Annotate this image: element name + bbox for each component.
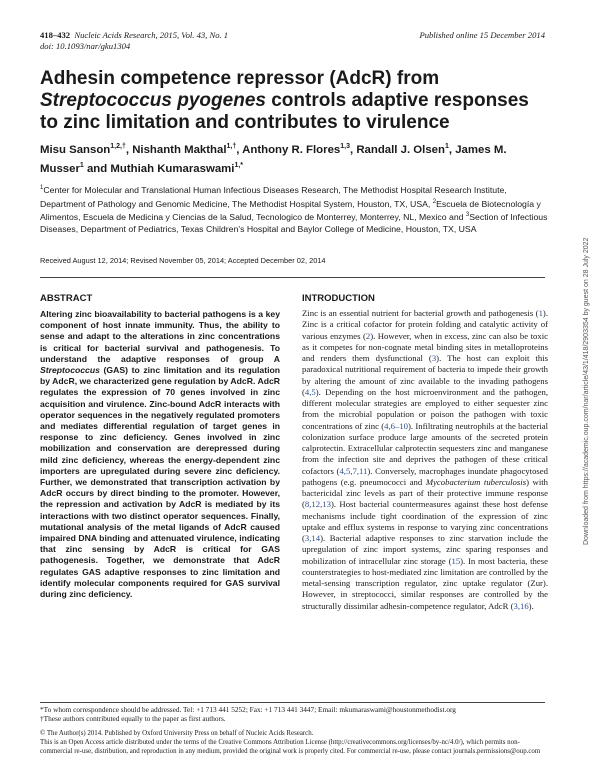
author: Misu Sanson$^{1,2,\dagger}$ xyxy=(40,143,126,156)
header-left xyxy=(40,30,228,52)
divider-top xyxy=(40,277,545,278)
footnote-equal: †These authors contributed equally to the paper as first authors. xyxy=(40,714,226,724)
copyright: © The Author(s) 2014. Published by Oxford University Press on behalf of Nucleic Acids Research. xyxy=(40,730,314,737)
author: James M. Musser$^1$ xyxy=(40,143,507,175)
citation-link[interactable]: 1 xyxy=(538,308,543,318)
citation-link[interactable]: 8,12,13 xyxy=(304,499,331,510)
introduction-text: Zinc is an essential nutrient for bacterial growth and pathogenesis (1). Zinc is a critical cofactor for protein folding and catalytic activity of various enzymes (2). However, when in excess, zinc can also be toxic as it competes for non-cognate metal binding sites in metalloproteins and renders them dysfunctional (3). The host can exploit this paradoxical nutritional requirement of bacteria to impede their growth by altering the amount of zinc available to the invading pathogens (4,5). Depending on the host microenvironment and the pathogen, different molecular strategies are employed to either sequester zinc from the microbial population or poison the pathogen with toxic concentrations of zinc (4,6–10). Infiltrating neutrophils at the bacterial colonization surface produce large amounts of the secreted protein calprotectin. Extracellular calprotectin sequesters zinc and manganese from the infection site and deprives the pathogen of these critical cofactors (4,5,7,11). Conversely, macrophages inundate phagocytosed pathogens (e.g. pneumococci and Mycobacterium tuberculosis) with bactericidal zinc levels as part of their protective immune response (8,12,13). Host bacterial countermeasures against these host defense mechanisms include tight coordination of the expression of zinc uptake and efflux systems in response to varying zinc concentrations (3,14). Bacterial adaptive responses to zinc starvation include the upregulation of zinc import systems, zinc sparing responses and mobilization of intracellular zinc storage (15). In most bacteria, these counterstrategies to host-mediated zinc limitation are controlled by the metal-sensing transcription regulator, zinc uptake regulator (Zur). However, in streptococci, similar responses are controlled by the structurally dissimilar adhesin-competence regulator, AdcR (3,16). xyxy=(302,308,548,611)
received-dates: Received August 12, 2014; Revised November 05, 2014; Accepted December 02, 2014 xyxy=(40,256,326,265)
license xyxy=(40,730,548,757)
title-part-2: controls adaptive responses to zinc limitation and contributes to virulence xyxy=(40,90,529,133)
affiliations: $^1$Center for Molecular and Translational Human Infectious Diseases Research, The Methodist Hospital Research Institute, Department of Pathology and Genomic Medicine, The Methodist Hospital System, Houston, TX, USA, $^2$Escuela de Biotecnología y Alimentos, Escuela de Medicina y Ciencias de la Salud, Tecnologico de Monterrey, Monterrey, NL, Mexico and $^3$Section of Infectious Diseases, Department of Pediatrics, Texas Children’s Hospital and Baylor College of Medicine, Houston, TX, USA xyxy=(40,184,548,234)
author-list: Misu Sanson$^{1,2,\dagger}$, Nishanth Makthal$^{1,\dagger}$, Anthony R. Flores$^{1,3}$, Randall J. Olsen$^1$, James M. Musser$^1$ and Muthiah Kumaraswami$^{1,*}$ xyxy=(40,143,507,175)
citation-link[interactable]: 3 xyxy=(431,353,437,363)
author: Nishanth Makthal$^{1,\dagger}$ xyxy=(132,143,237,156)
affiliation-2: Escuela de Biotecnología y Alimentos, Escuela de Medicina y Ciencias de la Salud, Tecnologico de Monterrey, Monterrey, NL, Mexico and xyxy=(40,198,541,223)
journal-citation: Nucleic Acids Research, 2015, Vol. 43, No. 1 xyxy=(74,30,229,40)
footnotes xyxy=(40,705,548,723)
introduction-heading: INTRODUCTION xyxy=(302,293,375,304)
citation-link[interactable]: 15 xyxy=(451,555,461,566)
citation-link[interactable]: 4,5 xyxy=(304,386,316,397)
divider-footnotes xyxy=(40,702,545,703)
citation-link[interactable]: 4,5,7,11 xyxy=(339,465,368,476)
doi[interactable]: doi: 10.1093/nar/gku1304 xyxy=(40,41,131,51)
author: Muthiah Kumaraswami$^{1,*}$ xyxy=(110,161,244,175)
citation-link[interactable]: 2 xyxy=(365,330,371,341)
published-date: Published online 15 December 2014 xyxy=(419,30,545,40)
citation-link[interactable]: 3,16 xyxy=(513,600,529,611)
affiliation-1: Center for Molecular and Translational Human Infectious Diseases Research, The Methodist Hospital Research Institute, Department of Pathology and Genomic Medicine, The Methodist Hospital System, Houston, TX, USA, xyxy=(40,184,507,209)
citation-link[interactable]: 4,6–10 xyxy=(384,420,408,431)
title-part-1: Adhesin competence repressor (AdcR) from xyxy=(40,68,440,89)
author: Randall J. Olsen$^1$ xyxy=(356,143,449,156)
license-text: This is an Open Access article distributed under the terms of the Creative Commons Attribution License (http://creativecommons.org/licenses/by-nc/4.0/), which permits non-commercial re-use, distribution, and reproduction in any medium, provided the original work is properly cited. For commercial re-use, please contact journals.permissions@oup.com xyxy=(40,738,541,755)
article-title xyxy=(40,68,550,134)
footnote-corresponding: *To whom correspondence should be addressed. Tel: +1 713 441 5252; Fax: +1 713 441 3447; Email: mkumaraswami@houstonmethodist.org xyxy=(40,705,456,714)
page-range: 418–432 xyxy=(40,30,71,40)
title-species: Streptococcus pyogenes xyxy=(40,90,266,111)
abstract-text: Altering zinc bioavailability to bacterial pathogens is a key component of host innate immunity. Thus, the ability to sense and adapt to the alterations in zinc concentrations is critical for bacterial survival and pathogenesis. To understand the adaptive responses of group A Streptococcus (GAS) to zinc limitation and its regulation by AdcR, we characterized gene regulation by AdcR. AdcR regulates the expression of 70 genes involved in zinc acquisition and virulence. Zinc-bound AdcR interacts with operator sequences in the negatively regulated promoters and mediates differential regulation of target genes in response to zinc deficiency. Genes involved in zinc mobilization and conservation are derepressed during mild zinc deficiency, whereas the energy-dependent zinc importers are upregulated during severe zinc deficiency. Further, we demonstrated that transcription activation by AdcR occurs by direct binding to the promoter. However, the repression and activation by AdcR is mediated by its interactions with two distinct operator sequences. Finally, mutational analysis of the metal ligands of AdcR caused impaired DNA binding and attenuated virulence, indicating that zinc sensing by AdcR is critical for GAS pathogenesis. Together, we demonstrate that AdcR regulates GAS adaptive responses to zinc limitation and identify molecular components required for GAS survival during zinc deficiency. xyxy=(40,309,280,600)
affiliation-3: Section of Infectious Diseases, Department of Pediatrics, Texas Children’s Hospital and Baylor College of Medicine, Houston, TX, USA xyxy=(40,212,548,234)
abstract-heading: ABSTRACT xyxy=(40,293,93,304)
author: Anthony R. Flores$^{1,3}$ xyxy=(242,143,350,156)
citation-link[interactable]: 3,14 xyxy=(304,533,321,543)
